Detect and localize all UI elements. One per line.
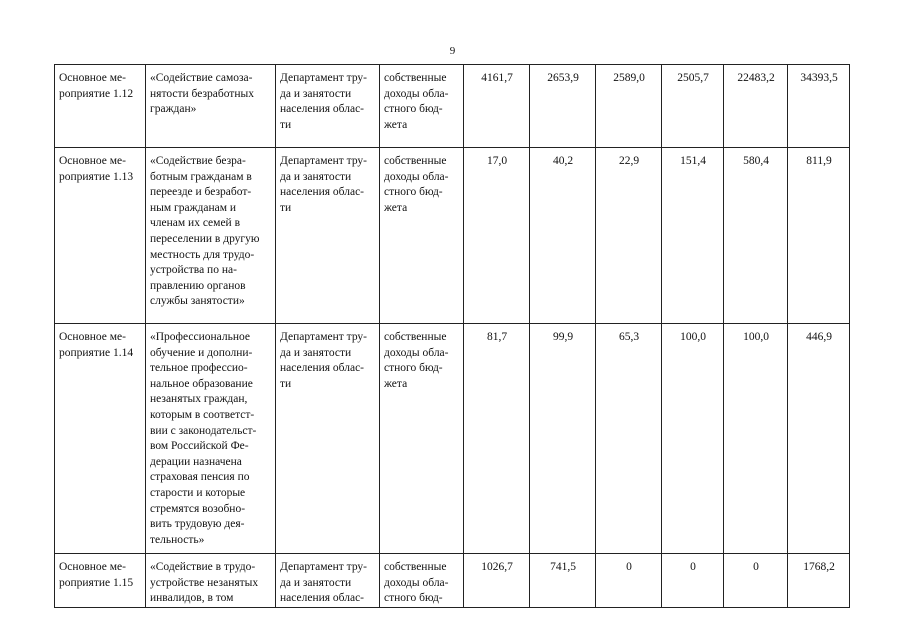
text-line: тельное профессио- [150, 362, 248, 375]
value-col-5-cell: 580,4 [724, 148, 788, 324]
text-line: стного бюд- [384, 103, 443, 116]
table-row [55, 324, 850, 554]
event-title-cell [146, 65, 276, 148]
value-col-4-cell: 2505,7 [662, 65, 724, 148]
text-line: Департамент тру- [280, 72, 367, 84]
text-line: членам их семей в [150, 217, 241, 230]
text-line: переселении в другую [150, 232, 260, 245]
text-line: вии с законодательст- [150, 424, 257, 437]
text-line: нальное образование [150, 377, 253, 390]
text-line: устройстве незанятых [150, 576, 259, 589]
text-line: ботным гражданам в [150, 170, 252, 183]
table-row [55, 65, 850, 148]
text-line: стного бюд- [384, 186, 443, 199]
text-line: переезде и безработ- [150, 186, 252, 199]
event-label-cell [55, 554, 146, 608]
text-line: ти [280, 201, 292, 214]
event-label-cell [55, 148, 146, 324]
text-line: вить трудовую дея- [150, 518, 245, 531]
text-line: незанятых граждан, [150, 393, 248, 406]
page-number: 9 [449, 45, 456, 57]
text-line: обучение и дополни- [150, 346, 253, 359]
text-line: собственные [384, 72, 447, 84]
text-line: нятости безработных [150, 87, 254, 100]
text-line: населения облас- [280, 186, 365, 199]
text-line: «Профессиональное [150, 331, 251, 343]
value-col-5-cell: 0 [724, 554, 788, 608]
value-col-2-cell: 741,5 [530, 554, 596, 608]
text-line: да и занятости [280, 576, 352, 589]
value-col-5-cell: 22483,2 [724, 65, 788, 148]
text-line: доходы обла- [384, 170, 449, 183]
budget-table [54, 64, 850, 608]
text-line: Департамент тру- [280, 561, 367, 573]
text-line: Основное ме- [59, 561, 126, 573]
value-total-cell: 1768,2 [788, 554, 850, 608]
text-line: старости и которые [150, 486, 246, 499]
text-line: Основное ме- [59, 155, 126, 167]
executor-cell [276, 554, 380, 608]
value-col-2-cell: 40,2 [530, 148, 596, 324]
text-line: ти [280, 377, 292, 390]
value-col-1-cell: 1026,7 [464, 554, 530, 608]
text-line: службы занятости» [150, 295, 245, 308]
text-line: собственные [384, 155, 447, 167]
text-line: доходы обла- [384, 346, 449, 359]
text-line: тельность» [150, 533, 205, 546]
value-col-4-cell: 100,0 [662, 324, 724, 554]
value-total-cell: 446,9 [788, 324, 850, 554]
value-col-4-cell: 151,4 [662, 148, 724, 324]
executor-cell [276, 65, 380, 148]
text-line: населения облас- [280, 592, 365, 605]
text-line: жета [384, 201, 408, 214]
executor-cell [276, 324, 380, 554]
funding-source-cell [380, 148, 464, 324]
event-title-cell [146, 324, 276, 554]
text-line: роприятие 1.14 [59, 346, 134, 359]
text-line: граждан» [150, 103, 197, 116]
text-line: роприятие 1.15 [59, 576, 134, 589]
text-line: собственные [384, 561, 447, 573]
text-line: населения облас- [280, 362, 365, 375]
text-line: Основное ме- [59, 331, 126, 343]
value-col-3-cell: 2589,0 [596, 65, 662, 148]
event-label-cell [55, 65, 146, 148]
text-line: «Содействие безра- [150, 155, 246, 167]
text-line: ным гражданам и [150, 201, 237, 214]
text-line: правлению органов [150, 279, 246, 292]
value-col-5-cell: 100,0 [724, 324, 788, 554]
funding-source-cell [380, 324, 464, 554]
value-col-3-cell: 0 [596, 554, 662, 608]
text-line: собственные [384, 331, 447, 343]
event-label-cell [55, 324, 146, 554]
text-line: которым в соответст- [150, 408, 255, 421]
text-line: доходы обла- [384, 87, 449, 100]
text-line: да и занятости [280, 170, 352, 183]
text-line: вом Российской Фе- [150, 440, 249, 453]
value-col-1-cell: 4161,7 [464, 65, 530, 148]
text-line: Департамент тру- [280, 155, 367, 167]
text-line: местность для трудо- [150, 248, 255, 261]
text-line: страховая пенсия по [150, 471, 250, 484]
value-col-4-cell: 0 [662, 554, 724, 608]
text-line: доходы обла- [384, 576, 449, 589]
table-row [55, 148, 850, 324]
text-line: населения облас- [280, 103, 365, 116]
text-line: стремятся возобно- [150, 502, 246, 515]
value-col-3-cell: 65,3 [596, 324, 662, 554]
text-line: роприятие 1.12 [59, 87, 134, 100]
text-line: инвалидов, в том [150, 592, 234, 605]
event-title-cell [146, 554, 276, 608]
funding-source-cell [380, 65, 464, 148]
text-line: Основное ме- [59, 72, 126, 84]
text-line: ти [280, 118, 292, 131]
value-col-1-cell: 17,0 [464, 148, 530, 324]
text-line: да и занятости [280, 87, 352, 100]
text-line: устройства по на- [150, 264, 237, 277]
text-line: да и занятости [280, 346, 352, 359]
text-line: стного бюд- [384, 362, 443, 375]
text-line: стного бюд- [384, 592, 443, 605]
value-total-cell: 34393,5 [788, 65, 850, 148]
text-line: «Содействие самоза- [150, 72, 253, 84]
text-line: жета [384, 118, 408, 131]
text-line: жета [384, 377, 408, 390]
text-line: дерации назначена [150, 455, 242, 468]
value-col-1-cell: 81,7 [464, 324, 530, 554]
event-title-cell [146, 148, 276, 324]
text-line: «Содействие в трудо- [150, 561, 256, 573]
value-total-cell: 811,9 [788, 148, 850, 324]
value-col-2-cell: 2653,9 [530, 65, 596, 148]
text-line: Департамент тру- [280, 331, 367, 343]
text-line: роприятие 1.13 [59, 170, 134, 183]
table-row [55, 554, 850, 608]
executor-cell [276, 148, 380, 324]
funding-source-cell [380, 554, 464, 608]
value-col-2-cell: 99,9 [530, 324, 596, 554]
value-col-3-cell: 22,9 [596, 148, 662, 324]
